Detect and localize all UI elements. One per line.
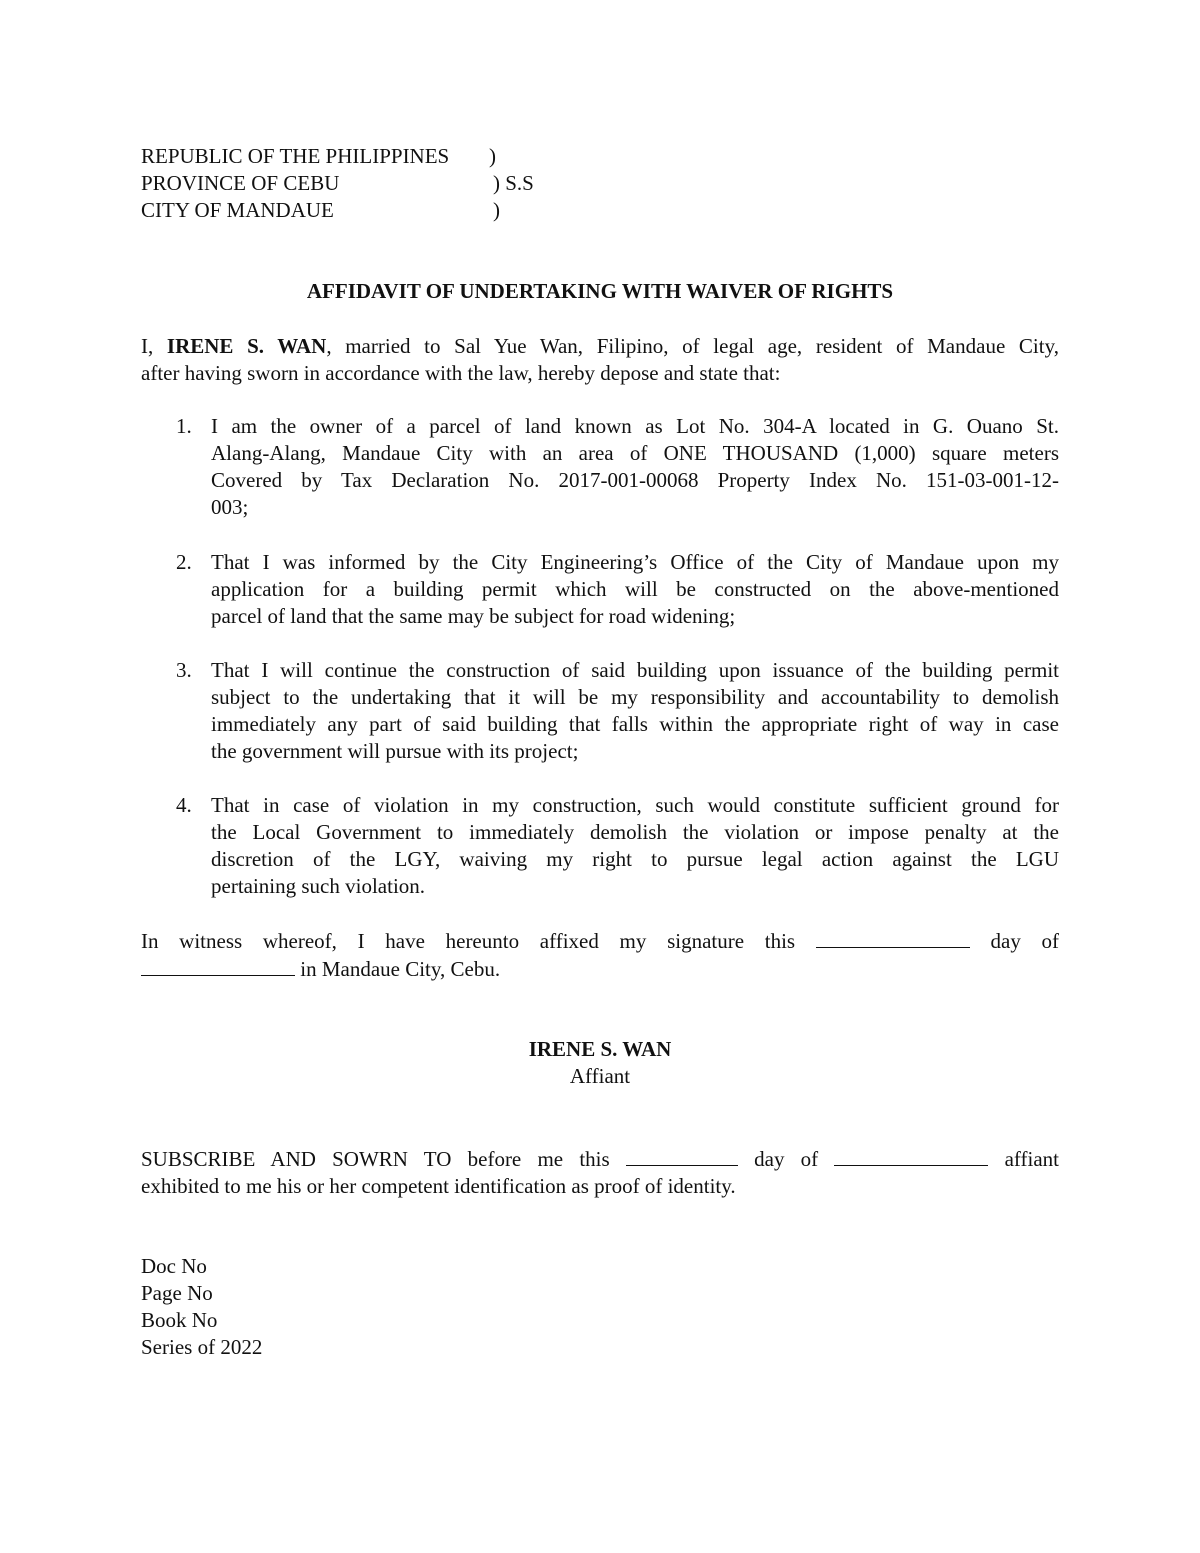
- item-line: parcel of land that the same may be subject for road widening;: [211, 604, 736, 628]
- item-line: subject to the undertaking that it will be my responsibility and accountability to demolish: [211, 685, 1059, 709]
- item-line: I am the owner of a parcel of land known as Lot No. 304-A located in G. Ouano St.: [211, 414, 1059, 438]
- jurat-affiant: affiant: [1004, 1147, 1060, 1171]
- month-blank-field[interactable]: [141, 955, 295, 976]
- item-line: pertaining such violation.: [211, 874, 426, 898]
- jurat-line: exhibited to me his or her competent identification as proof of identity.: [141, 1174, 736, 1198]
- affiant-signature-block: [141, 1036, 1059, 1090]
- item-line: the government will pursue with its project;: [211, 739, 579, 763]
- item-line: the Local Government to immediately demolish the violation or impose penalty at the: [211, 820, 1059, 844]
- venue-label: PROVINCE OF CEBU: [141, 171, 340, 195]
- affiant-name: IRENE S. WAN: [528, 1037, 672, 1061]
- day-blank-field[interactable]: [816, 927, 970, 948]
- doc-no-label: Doc No: [141, 1254, 207, 1278]
- jurat-paragraph: [141, 1145, 1059, 1200]
- item-line: That I will continue the construction of said building upon issuance of the building permit: [211, 658, 1059, 682]
- item-number: 1.: [176, 414, 192, 438]
- venue-line-province: [141, 170, 534, 197]
- book-no-label: Book No: [141, 1308, 218, 1332]
- item-line: Covered by Tax Declaration No. 2017-001-00068 Property Index No. 151-03-001-12-: [211, 468, 1059, 492]
- witness-paragraph: [141, 927, 1059, 983]
- jurat-month-blank-field[interactable]: [834, 1145, 988, 1166]
- witness-line: [141, 955, 1059, 983]
- witness-text: In witness whereof, I have hereunto affixed my signature this: [141, 929, 796, 953]
- item-line: discretion of the LGY, waiving my right to pursue legal action against the LGU: [211, 847, 1059, 871]
- item-number: 4.: [176, 793, 192, 817]
- intro-prefix: I,: [141, 334, 167, 358]
- item-text: [211, 792, 1059, 900]
- venue-label: CITY OF MANDAUE: [141, 198, 334, 222]
- page-no-label: Page No: [141, 1281, 213, 1305]
- intro-paragraph: [141, 333, 1059, 387]
- venue-block: [141, 143, 534, 224]
- jurat-line: [141, 1145, 1059, 1173]
- document-title: AFFIDAVIT OF UNDERTAKING WITH WAIVER OF RIGHTS: [306, 279, 894, 303]
- item-line: That I was informed by the City Engineering’s Office of the City of Mandaue upon my: [211, 550, 1059, 574]
- venue-line-city: [141, 197, 500, 224]
- item-line: That in case of violation in my construction, such would constitute sufficient ground for: [211, 793, 1059, 817]
- venue-label: REPUBLIC OF THE PHILIPPINES: [141, 144, 450, 168]
- venue-line-republic: [141, 143, 496, 170]
- venue-mark: ) S.S: [493, 171, 534, 195]
- item-line: Alang-Alang, Mandaue City with an area of ONE THOUSAND (1,000) square meters: [211, 441, 1059, 465]
- item-text: [211, 549, 1059, 630]
- witness-day-of: day of: [990, 929, 1060, 953]
- jurat-day-blank-field[interactable]: [626, 1145, 738, 1166]
- series-label: Series of 2022: [141, 1335, 263, 1359]
- item-line: 003;: [211, 495, 249, 519]
- item-number: 3.: [176, 658, 192, 682]
- intro-line: after having sworn in accordance with the law, hereby depose and state that:: [141, 361, 781, 385]
- witness-location: in Mandaue City, Cebu.: [295, 957, 501, 981]
- venue-mark: ): [493, 198, 500, 222]
- intro-line-rest: , married to Sal Yue Wan, Filipino, of legal age, resident of Mandaue City,: [326, 334, 1059, 358]
- affiant-name-inline: IRENE S. WAN: [166, 334, 327, 358]
- venue-mark: ): [489, 144, 496, 168]
- notarial-register: [141, 1253, 262, 1361]
- witness-line: [141, 927, 1059, 955]
- intro-line: [141, 333, 1059, 360]
- item-text: [211, 413, 1059, 521]
- item-text: [211, 657, 1059, 765]
- jurat-text: SUBSCRIBE AND SOWRN TO before me this: [141, 1147, 610, 1171]
- jurat-day-of: day of: [754, 1147, 819, 1171]
- item-number: 2.: [176, 550, 192, 574]
- affiant-role: Affiant: [569, 1064, 631, 1088]
- item-line: application for a building permit which will be constructed on the above-mentioned: [211, 577, 1059, 601]
- item-line: immediately any part of said building that falls within the appropriate right of way in case: [211, 712, 1059, 736]
